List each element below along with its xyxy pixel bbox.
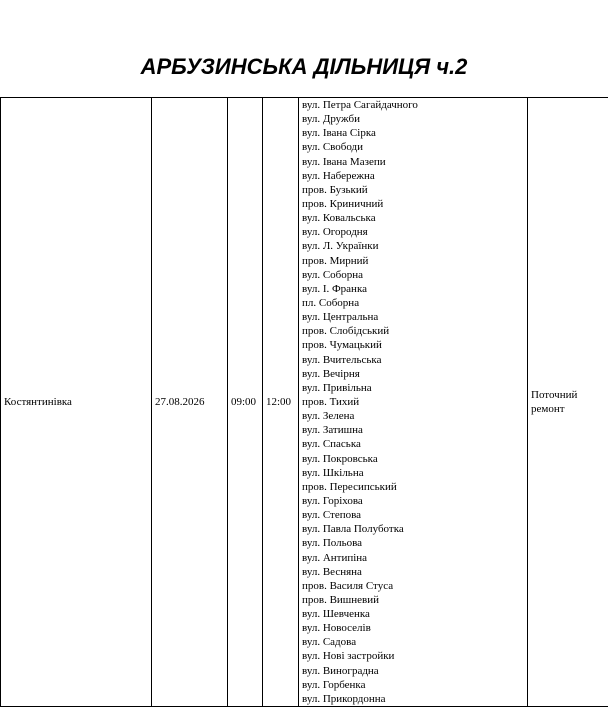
street-item: пров. Бузький xyxy=(302,183,368,196)
street-item: вул. Новоселів xyxy=(302,622,371,635)
street-item: пров. Криничний xyxy=(302,197,384,210)
street-item: вул. Виноградна xyxy=(302,664,379,677)
street-item: пров. Василя Стуса xyxy=(302,579,394,592)
table-row xyxy=(1,98,608,707)
street-item: вул. Горбенка xyxy=(302,678,366,691)
street-item: вул. Набережна xyxy=(302,169,375,182)
street-item: вул. Спаська xyxy=(302,438,361,451)
end-time-cell: 12:00 xyxy=(263,98,299,707)
street-item: вул. І. Франка xyxy=(302,282,368,295)
date-cell: 27.08.2026 xyxy=(152,98,228,707)
street-item: вул. Ковальська xyxy=(302,212,376,225)
street-item: вул. Дружби xyxy=(302,113,360,126)
street-item: вул. Зелена xyxy=(302,410,355,423)
street-item: вул. Привільна xyxy=(302,381,372,394)
street-item: вул. Центральна xyxy=(302,311,379,324)
streets-cell xyxy=(299,98,528,707)
street-item: вул. Вчительська xyxy=(302,353,382,366)
street-item: вул. Соборна xyxy=(302,268,364,281)
work-type-cell xyxy=(528,98,608,707)
outage-schedule-table xyxy=(0,97,608,707)
street-item: пров. Мирний xyxy=(302,254,369,267)
street-item: вул. Івана Мазепи xyxy=(302,155,386,168)
street-item: вул. Степова xyxy=(302,509,362,522)
street-item: вул. Польова xyxy=(302,537,363,550)
street-item: вул. Шевченка xyxy=(302,608,370,621)
street-item: вул. Затишна xyxy=(302,424,363,437)
street-item: вул. Горіхова xyxy=(302,494,363,507)
work-type-line: Поточний xyxy=(531,389,578,402)
street-item: вул. Антипіна xyxy=(302,551,368,564)
street-item: пров. Пересипський xyxy=(302,480,397,493)
street-item: вул. Нові застройки xyxy=(302,650,395,663)
street-item: вул. Л. Українки xyxy=(302,240,379,253)
street-item: вул. Петра Сагайдачного xyxy=(302,99,418,111)
street-item: пл. Соборна xyxy=(302,296,360,309)
street-item: вул. Садова xyxy=(302,636,357,649)
street-item: вул. Весняна xyxy=(302,565,362,578)
street-item: вул. Павла Полуботка xyxy=(302,523,404,536)
street-item: вул. Огородня xyxy=(302,226,368,239)
street-item: вул. Вечірня xyxy=(302,367,360,380)
street-item: вул. Івана Сірка xyxy=(302,127,376,140)
street-item: пров. Чумацький xyxy=(302,339,382,352)
locality-cell: Костянтинівка xyxy=(1,98,152,707)
work-type-line: ремонт xyxy=(531,403,565,416)
street-item: пров. Тихий xyxy=(302,395,360,408)
start-time-cell: 09:00 xyxy=(228,98,263,707)
street-item: вул. Свободи xyxy=(302,141,364,154)
street-item: вул. Покровська xyxy=(302,452,378,465)
street-item: пров. Слобідський xyxy=(302,325,390,338)
street-item: вул. Шкільна xyxy=(302,466,364,479)
street-item: вул. Прикордонна xyxy=(302,692,386,705)
street-item: пров. Вишневий xyxy=(302,593,380,606)
page-title: АРБУЗИНСЬКА ДІЛЬНИЦЯ ч.2 xyxy=(140,54,468,79)
